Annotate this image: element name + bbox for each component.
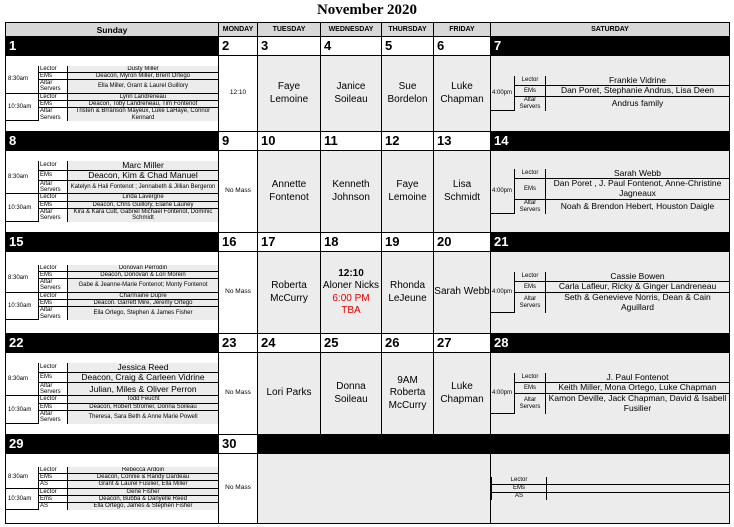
role-label: EMs — [39, 403, 68, 410]
day-number-cell — [6, 334, 219, 353]
day-number-cell — [219, 435, 258, 454]
role-label: EMs — [39, 101, 68, 108]
lector-name: Gene Fisher — [68, 488, 219, 495]
day-number: 12 — [385, 133, 400, 148]
role-label: EMs — [39, 72, 68, 79]
day-number-cell — [382, 334, 434, 353]
role-label: Lector — [492, 477, 547, 484]
thursday-cell: Faye Lemoine — [382, 151, 434, 233]
week-body-row — [6, 56, 730, 132]
day-number: 24 — [261, 335, 276, 350]
tuesday-cell: Roberta McCurry — [258, 252, 321, 334]
ems-names: Deacon, Bubba & Danyelle Reed — [68, 496, 219, 503]
sunday-cell — [6, 151, 219, 233]
day-number-cell — [219, 334, 258, 353]
header-monday: MONDAY — [219, 23, 258, 37]
day-number: 17 — [261, 234, 276, 249]
day-number-cell — [382, 37, 434, 56]
altar-servers-names: Kamon Deville, Jack Chapman, David & Isabell Fusilier — [546, 394, 730, 414]
role-label: EMs — [39, 300, 68, 307]
day-number: 21 — [494, 234, 509, 249]
day-number-cell — [382, 435, 434, 454]
role-label: EMs — [515, 179, 546, 200]
lector-name: Rebecca Ardoin — [68, 467, 219, 474]
role-label: Lector — [515, 373, 546, 383]
sunday-mass-time: 10:30am — [6, 194, 39, 222]
day-number: 30 — [222, 436, 237, 451]
sunday-mass-time: 10:30am — [6, 292, 39, 320]
altar-servers-names: Grant & Laurel Fusilier, Ella Miller — [68, 481, 219, 488]
day-number-cell — [6, 233, 219, 252]
day-number-cell — [6, 435, 219, 454]
lector-name: Jessica Reed — [68, 363, 219, 372]
sunday-mass-time: 8:30am — [6, 265, 39, 293]
role-label: Lector — [39, 66, 68, 73]
day-number-cell — [434, 233, 491, 252]
lector-name: Donovan Perrodin — [68, 265, 219, 272]
day-number-cell — [491, 132, 730, 151]
role-label: Ems — [39, 496, 68, 503]
day-number: 10 — [261, 133, 276, 148]
empty-weekday-cell — [258, 454, 491, 524]
lector-name: Frankie Vidrine — [546, 76, 730, 86]
saturday-cell — [491, 56, 730, 132]
ems-names: Deacon, Chris Guillory, Elaine Launey — [68, 201, 219, 208]
day-number: 28 — [494, 335, 509, 350]
sunday-cell — [6, 353, 219, 435]
day-number: 23 — [222, 335, 237, 350]
header-wednesday: WEDNESDAY — [321, 23, 382, 37]
week-body-row — [6, 252, 730, 334]
tuesday-cell: Lori Parks — [258, 353, 321, 435]
lector-name — [547, 477, 730, 484]
role-label: Altar Servers — [515, 394, 546, 414]
day-number: 15 — [9, 234, 24, 249]
page-title: November 2020 — [316, 2, 418, 18]
ems-names: Dan Poret , J. Paul Fontenot, Anne-Christine Jagneaux — [546, 179, 730, 200]
wednesday-cell: Donna Soileau — [321, 353, 382, 435]
week-body-row — [6, 151, 730, 233]
day-number: 5 — [385, 38, 393, 53]
lector-name: Lynn Landreneau — [68, 93, 219, 100]
role-label: Lector — [515, 76, 546, 86]
lector-name: Roberta McCurry — [388, 387, 427, 411]
ems-names: Keith Miller, Mona Ortego, Luke Chapman — [546, 383, 730, 394]
day-number-cell — [491, 435, 730, 454]
weekday-header-row — [6, 23, 730, 37]
ems-names: Deacon, Craig & Carleen Vidrine — [68, 372, 219, 382]
role-label: Altar Servers — [39, 80, 68, 94]
role-label: EMs — [492, 485, 547, 493]
calendar-grid — [5, 22, 730, 524]
sunday-mass-time: 10:30am — [6, 93, 39, 121]
day-number-cell — [321, 233, 382, 252]
day-number: 19 — [385, 234, 400, 249]
thursday-cell — [382, 353, 434, 435]
day-number-cell — [321, 334, 382, 353]
ems-names: Deacon, Toby Landreneau, Tim Fontenot — [68, 101, 219, 108]
sunday-mass-time: 10:30am — [6, 488, 39, 509]
lector-name: Charmaine Dupre — [68, 292, 219, 299]
saturday-mass-time: 4:00pm — [491, 373, 515, 414]
role-label: Lector — [515, 169, 546, 179]
lector-name: J. Paul Fontenot — [546, 373, 730, 383]
sunday-mass-time: 8:30am — [6, 161, 39, 194]
day-number: 7 — [494, 38, 502, 53]
role-label: EMs — [515, 282, 546, 293]
day-number-cell — [219, 233, 258, 252]
altar-servers-names: Theresa, Sara Beth & Anne Marie Powell — [68, 410, 219, 423]
day-number-cell — [382, 233, 434, 252]
ems-names: Deacon, Donovan & Lori Morein — [68, 271, 219, 278]
saturday-ministers-table — [491, 477, 729, 500]
role-label: EMs — [515, 86, 546, 97]
role-label: Altar Servers — [515, 293, 546, 313]
saturday-ministers-table — [491, 169, 729, 215]
lector-name: Cassie Bowen — [546, 272, 730, 282]
altar-servers-names: Katelyn & Hali Fontenot ; Jennabeth & Jillian Bergeron — [68, 180, 219, 194]
day-number-cell — [258, 435, 321, 454]
day-number: 22 — [9, 335, 24, 350]
role-label: AS — [39, 503, 68, 510]
week-body-row — [6, 353, 730, 435]
mass-time: 9AM — [397, 374, 418, 386]
role-label: Lector — [39, 265, 68, 272]
day-number-cell — [258, 132, 321, 151]
header-friday: FRIDAY — [434, 23, 491, 37]
evening-mass-time: 6:00 PM — [332, 292, 370, 304]
altar-servers-names: Seth & Genevieve Norris, Dean & Cain Aguillard — [546, 293, 730, 313]
day-number-cell — [434, 435, 491, 454]
altar-servers-names: Ella Miller, Grant & Laurel Guillory — [68, 80, 219, 94]
day-number-cell — [491, 233, 730, 252]
day-number-cell — [434, 334, 491, 353]
day-number: 6 — [437, 38, 445, 53]
week-date-bar — [6, 334, 730, 353]
role-label: EMs — [39, 474, 68, 481]
role-label: Altar Servers — [39, 307, 68, 320]
week-body-row — [6, 454, 730, 524]
header-thursday: THURSDAY — [382, 23, 434, 37]
altar-servers-names: Julian, Miles & Oliver Perron — [68, 382, 219, 396]
role-label: EMs — [39, 170, 68, 180]
friday-cell: Luke Chapman — [434, 353, 491, 435]
day-number-cell — [258, 37, 321, 56]
saturday-ministers-table — [491, 373, 729, 415]
saturday-cell — [491, 252, 730, 334]
role-label: Lector — [39, 363, 68, 372]
ems-names — [547, 485, 730, 493]
header-tuesday: TUESDAY — [258, 23, 321, 37]
sunday-mass-time: 8:30am — [6, 467, 39, 488]
week-date-bar — [6, 37, 730, 56]
altar-servers-names: Andrus family — [546, 97, 730, 111]
day-number-cell — [258, 233, 321, 252]
sunday-cell — [6, 454, 219, 524]
monday-cell: 12:10 — [219, 56, 258, 132]
sunday-ministers-table — [6, 66, 218, 122]
altar-servers-names: Ella Ortego, Stephen & James Fisher — [68, 307, 219, 320]
monday-cell: No Mass — [219, 151, 258, 233]
role-label: Altar Servers — [515, 200, 546, 214]
day-number-cell — [434, 37, 491, 56]
day-number: 13 — [437, 133, 452, 148]
lector-name: Sarah Webb — [546, 169, 730, 179]
header-saturday: SATURDAY — [491, 23, 730, 37]
day-number: 3 — [261, 38, 269, 53]
day-number-cell — [219, 37, 258, 56]
altar-servers-names: Tristen & Brranson Mayeux, Luke LaHaye, Connor Kennard — [68, 108, 219, 121]
day-number-cell — [382, 132, 434, 151]
day-number: 4 — [324, 38, 332, 53]
sunday-ministers-table — [6, 265, 218, 321]
role-label: AS — [492, 492, 547, 499]
day-number-cell — [6, 37, 219, 56]
saturday-mass-time: 4:00pm — [491, 169, 515, 214]
day-number: 27 — [437, 335, 452, 350]
day-number-cell — [219, 132, 258, 151]
altar-servers-names — [547, 492, 730, 499]
saturday-ministers-table — [491, 76, 729, 112]
ems-names: Deacon. Garrett Mire, Jeremy Ortego — [68, 300, 219, 307]
role-label: Altar Servers — [39, 279, 68, 293]
saturday-mass-time: 4:00pm — [491, 272, 515, 313]
ems-names: Deacon, Myron Miller, Brent Ortego — [68, 72, 219, 79]
role-label: Lector — [39, 396, 68, 403]
day-number-cell — [258, 334, 321, 353]
sunday-ministers-table — [6, 161, 218, 222]
day-number-cell — [6, 132, 219, 151]
ems-names: Carla Lafleur, Ricky & Ginger Landreneau — [546, 282, 730, 293]
altar-servers-names: Kira & Kara Cutt, Gabriel Michael Fontenot, Dominic Schmidt — [68, 208, 219, 221]
role-label: EMs — [39, 201, 68, 208]
role-label: AS — [39, 481, 68, 488]
day-number: 25 — [324, 335, 339, 350]
saturday-cell — [491, 151, 730, 233]
wednesday-cell: Kenneth Johnson — [321, 151, 382, 233]
day-number: 18 — [324, 234, 339, 249]
tuesday-cell: Annette Fontenot — [258, 151, 321, 233]
role-label: Altar Servers — [39, 108, 68, 121]
day-number: 14 — [494, 133, 509, 148]
role-label: Altar Servers — [515, 97, 546, 111]
friday-cell: Luke Chapman — [434, 56, 491, 132]
ems-names: Deacon, Connie & Randy Dardeau — [68, 474, 219, 481]
day-number: 26 — [385, 335, 400, 350]
altar-servers-names: Gabe & Jeanne-Marie Fontenot; Monty Fontenot — [68, 279, 219, 293]
saturday-cell — [491, 353, 730, 435]
week-date-bar — [6, 435, 730, 454]
day-number: 1 — [9, 38, 17, 53]
day-number-cell — [321, 132, 382, 151]
sunday-mass-time: 8:30am — [6, 66, 39, 94]
lector-name: Todd Feucht — [68, 396, 219, 403]
ems-names: Deacon, Kim & Chad Manuel — [68, 170, 219, 180]
role-label: Altar Servers — [39, 208, 68, 221]
role-label: Lector — [39, 93, 68, 100]
saturday-cell — [491, 454, 730, 524]
day-number: 9 — [222, 133, 230, 148]
sunday-mass-time: 10:30am — [6, 396, 39, 424]
role-label: Lector — [39, 161, 68, 170]
role-label: Altar Servers — [39, 410, 68, 423]
day-number-cell — [491, 37, 730, 56]
monday-cell: No Mass — [219, 252, 258, 334]
sunday-cell — [6, 56, 219, 132]
day-number: 8 — [9, 133, 17, 148]
role-label: Lector — [39, 488, 68, 495]
altar-servers-names: Noah & Brendon Hebert, Houston Daigle — [546, 200, 730, 214]
evening-mass-lector: TBA — [341, 305, 361, 316]
day-number-cell — [321, 37, 382, 56]
day-number-cell — [434, 132, 491, 151]
friday-cell: Lisa Schmidt — [434, 151, 491, 233]
role-label: Lector — [39, 292, 68, 299]
sunday-mass-time: 8:30am — [6, 363, 39, 396]
role-label: Lector — [39, 467, 68, 474]
monday-cell: No Mass — [219, 353, 258, 435]
day-number-cell — [491, 334, 730, 353]
friday-cell: Sarah Webb — [434, 252, 491, 334]
role-label: EMs — [515, 383, 546, 394]
wednesday-cell: Janice Soileau — [321, 56, 382, 132]
role-label: EMs — [39, 372, 68, 382]
thursday-cell: Rhonda LeJeune — [382, 252, 434, 334]
ems-names: Deacon, Robert Stromer, Donna Soileau — [68, 403, 219, 410]
sunday-cell — [6, 252, 219, 334]
monday-cell: No Mass — [219, 454, 258, 524]
day-number: 2 — [222, 38, 230, 53]
week-date-bar — [6, 132, 730, 151]
role-label: Altar Servers — [39, 382, 68, 396]
lector-name: Marc Miller — [68, 161, 219, 170]
week-date-bar — [6, 233, 730, 252]
wednesday-cell — [321, 252, 382, 334]
lector-name: Linda Lavergne — [68, 194, 219, 201]
lector-name: Aloner Nicks — [322, 280, 380, 291]
role-label: EMs — [39, 271, 68, 278]
saturday-mass-time: 4:00pm — [491, 76, 515, 111]
day-number: 29 — [9, 436, 24, 451]
role-label: Altar Servers — [39, 180, 68, 194]
role-label: Lector — [515, 272, 546, 282]
sunday-ministers-table — [6, 467, 218, 510]
day-number-cell — [321, 435, 382, 454]
thursday-cell: Sue Bordelon — [382, 56, 434, 132]
role-label: Lector — [39, 194, 68, 201]
day-number: 11 — [324, 133, 338, 148]
lector-name: Dusty Miller — [68, 66, 219, 73]
mass-time: 12:10 — [338, 267, 364, 279]
saturday-ministers-table — [491, 272, 729, 314]
tuesday-cell: Faye Lemoine — [258, 56, 321, 132]
day-number: 20 — [437, 234, 452, 249]
ems-names: Dan Poret, Stephanie Andrus, Lisa Deen — [546, 86, 730, 97]
sunday-ministers-table — [6, 363, 218, 424]
day-number: 16 — [222, 234, 237, 249]
altar-servers-names: Ella Ortego, James & Stephen Fisher — [68, 503, 219, 510]
header-sunday: Sunday — [6, 23, 219, 37]
